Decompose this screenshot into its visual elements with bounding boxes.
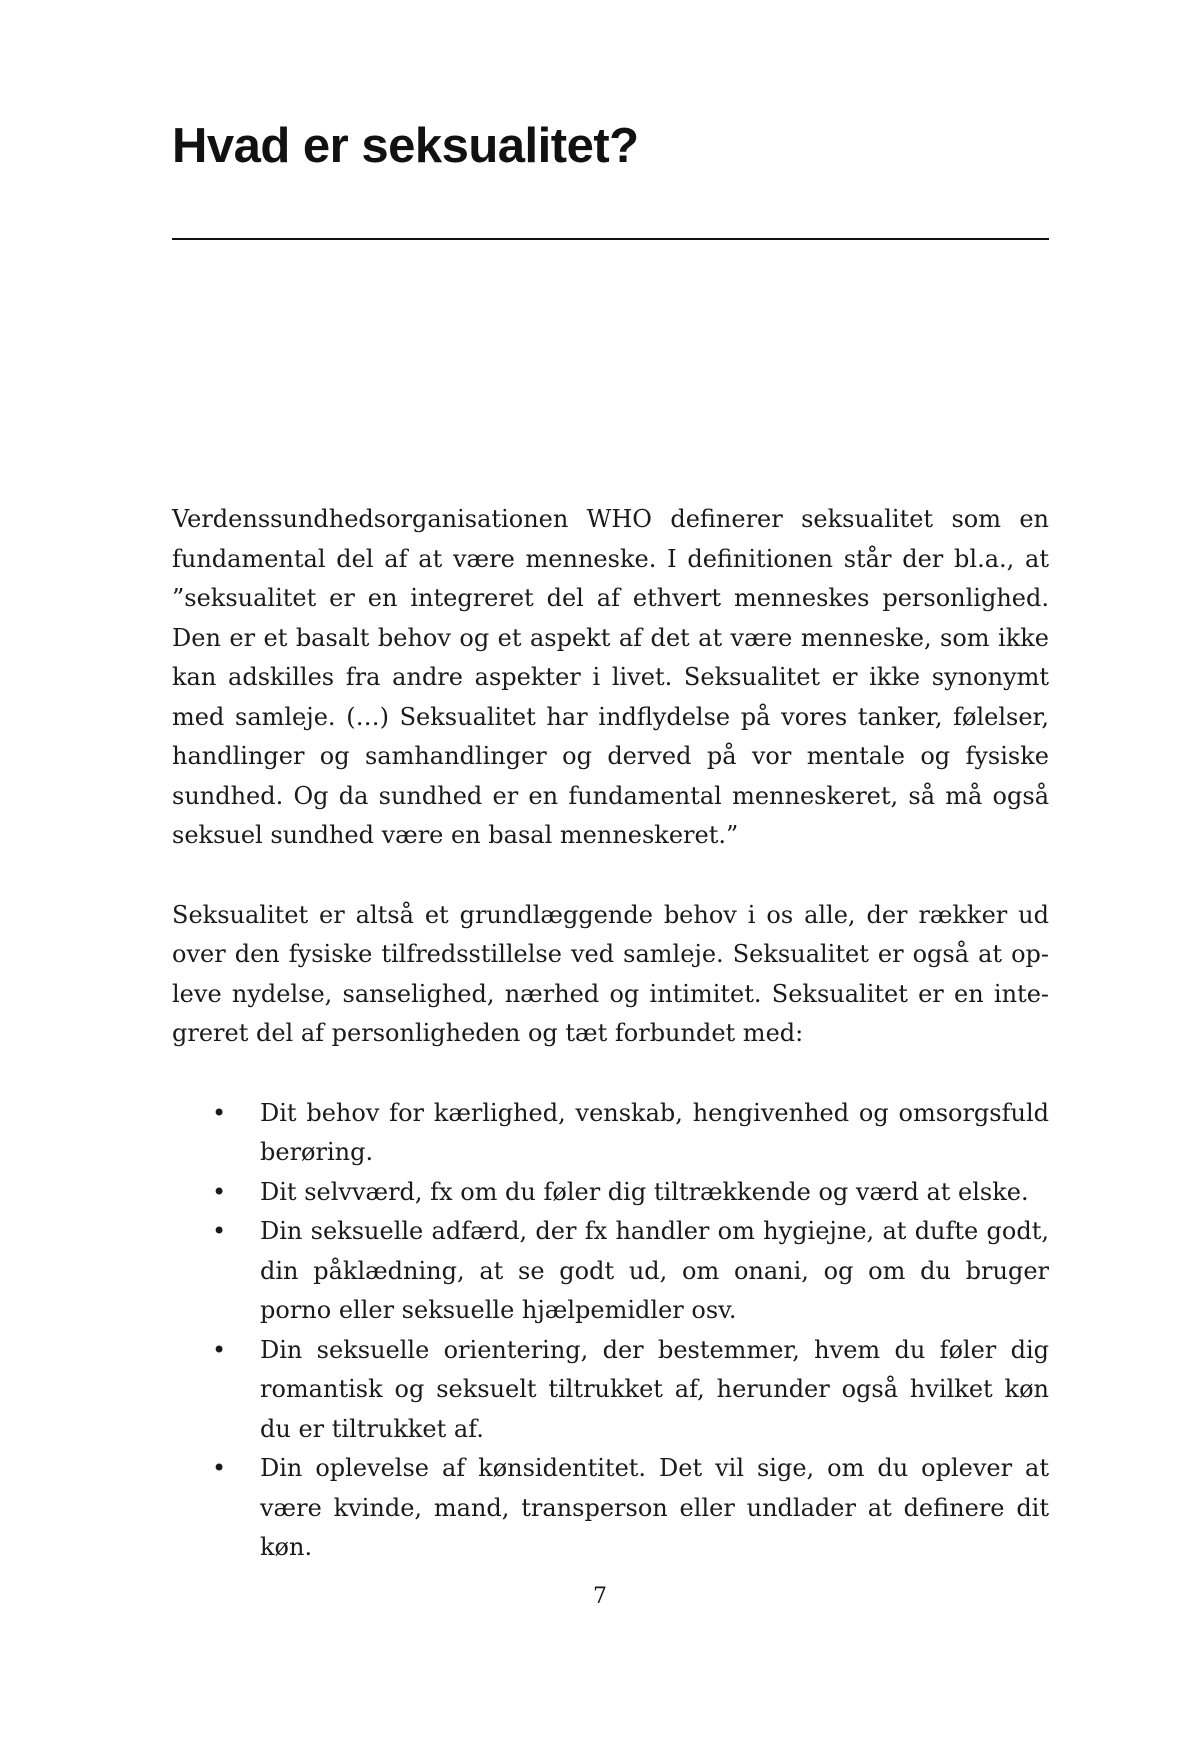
- list-item: [172, 1331, 1049, 1450]
- list-item-text: Din seksuelle orientering, der bestemmer, hvem du føler dig romantisk og seksuelt tiltrukket af, herunder også hvilket køn du er tiltrukket af.: [260, 1335, 1049, 1443]
- page-number: 7: [593, 1584, 607, 1609]
- title-divider: [172, 238, 1049, 240]
- list-item: [172, 1173, 1049, 1213]
- bullet-icon: •: [212, 1098, 227, 1127]
- page-title: Hvad er seksualitet?: [172, 119, 639, 173]
- bullet-icon: •: [212, 1217, 227, 1245]
- bullet-icon: •: [212, 1454, 227, 1482]
- bullet-list: [172, 1094, 1049, 1568]
- list-item: [172, 1094, 1049, 1173]
- paragraph-sexuality-needs: Seksualitet er altså et grundlæggende behov i os alle, der rækker ud over den fysiske tilfredsstillelse ved samleje. Seksualitet er også at opleve nydelse, sanselighed, nærhed og intimitet. Seksualitet er en integreret del af personligheden og tæt forbundet med:: [172, 900, 1049, 1047]
- bullet-icon: •: [212, 1335, 227, 1364]
- paragraph-who-definition: Verdenssundhedsorganisationen WHO definerer seksualitet som en fundamental del af at være menneske. I definitionen står der bl.a., at ”seksualitet er en integreret del af ethvert menneskes personlighed. Den er et basalt behov og et aspekt af det at være menneske, som ikke kan adskilles fra andre aspekter i livet. Seksualitet er ikke synonymt med samleje. (…) Seksualitet har indflydelse på vores tanker, følelser, handlinger og samhandlinger og derved på vor mentale og fysiske sundhed. Og da sundhed er en fundamental menneskeret, så må også seksuel sundhed være en basal menneskeret.”: [172, 505, 1049, 849]
- list-item-text: Din oplevelse af kønsidentitet. Det vil sige, om du oplever at være kvinde, mand, transperson eller undlader at definere dit køn.: [260, 1454, 1049, 1561]
- list-item-text: Dit selvværd, fx om du føler dig tiltrækkende og værd at elske.: [260, 1177, 1029, 1206]
- list-item-text: Din seksuelle adfærd, der fx handler om hygiejne, at dufte godt, din påklædning, at se godt ud, om onani, og om du bruger porno eller seksuelle hjælpemidler osv.: [260, 1217, 1049, 1324]
- list-item-text: Dit behov for kærlighed, venskab, hengivenhed og omsorgsfuld berøring.: [260, 1098, 1049, 1166]
- list-item: [172, 1212, 1049, 1331]
- bullet-icon: •: [212, 1177, 227, 1206]
- body-text: [172, 500, 1049, 1568]
- list-item: [172, 1449, 1049, 1568]
